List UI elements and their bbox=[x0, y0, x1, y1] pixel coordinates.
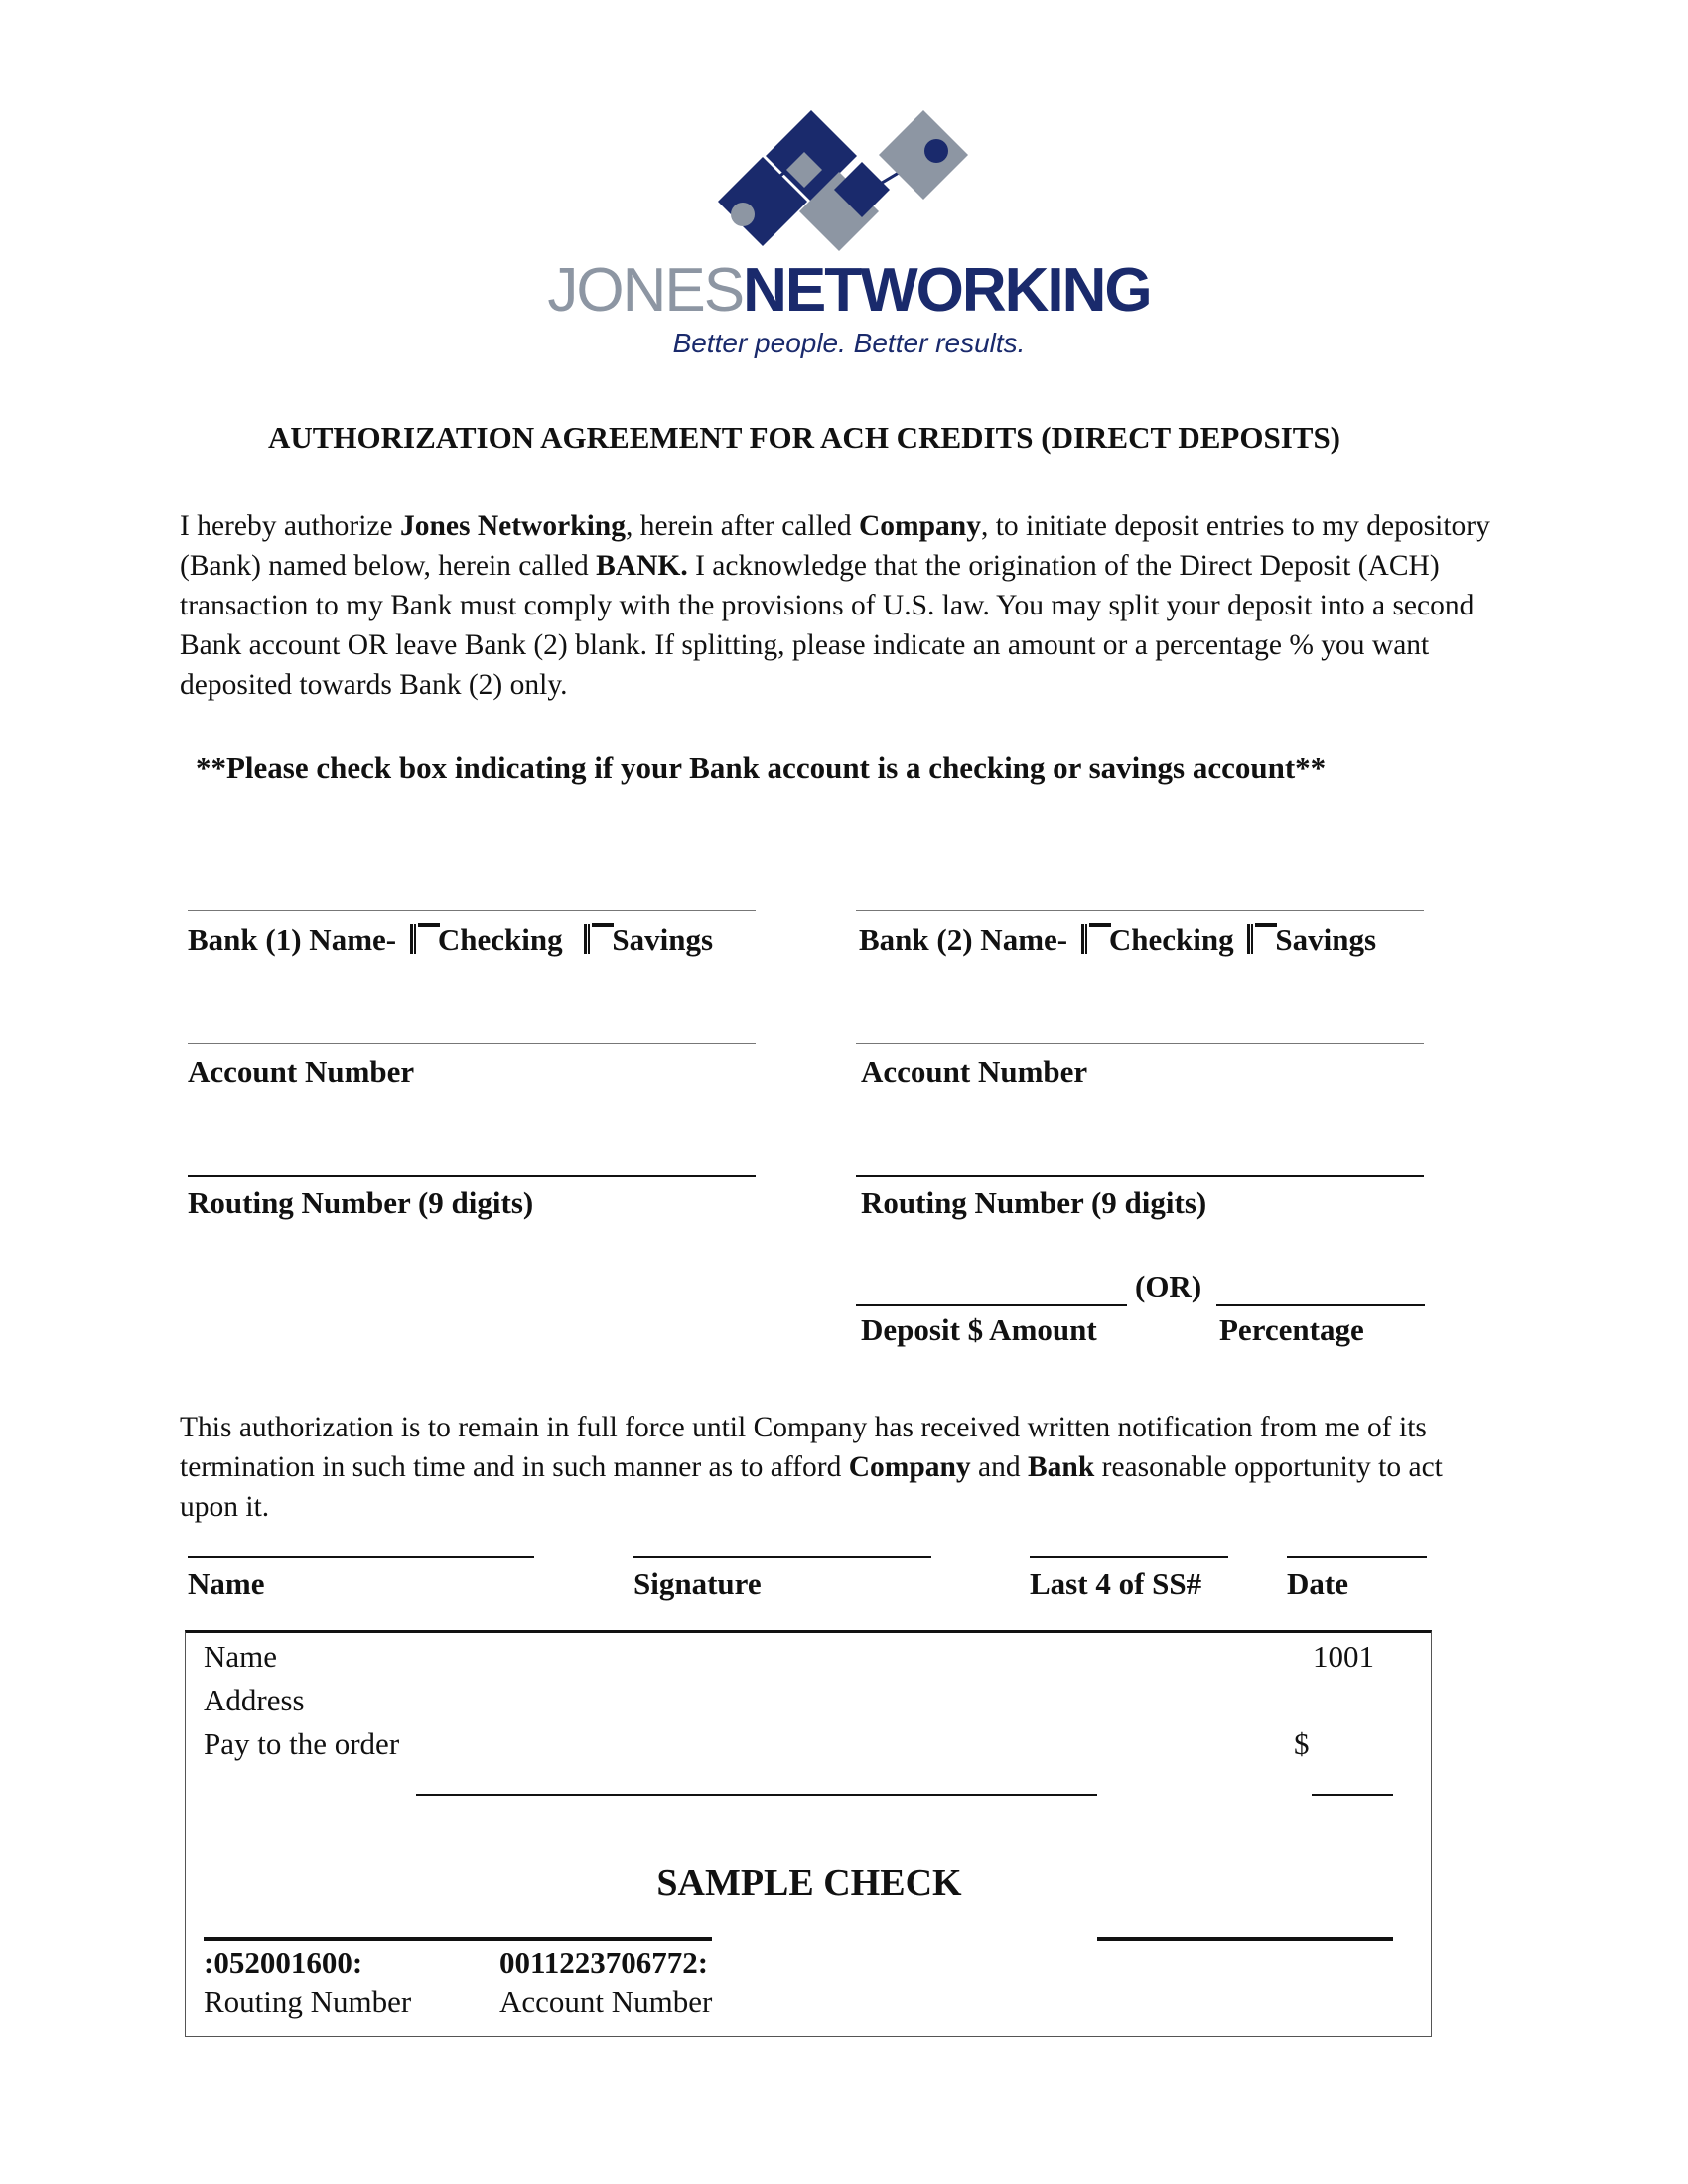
bank2-name-label: Bank (2) Name- bbox=[859, 922, 1068, 957]
logo-dot-2 bbox=[924, 139, 948, 163]
date-label: Date bbox=[1287, 1567, 1348, 1601]
bank1-name-line[interactable] bbox=[188, 910, 756, 911]
check-name: Name bbox=[204, 1639, 278, 1674]
check-title: SAMPLE CHECK bbox=[656, 1862, 962, 1904]
logo-dot-1 bbox=[731, 203, 755, 226]
check-routing-value: :052001600: bbox=[204, 1945, 363, 1979]
deposit-amount-label: Deposit $ Amount bbox=[861, 1312, 1097, 1347]
bank1-account-label: Account Number bbox=[188, 1054, 415, 1089]
bank2-name-line[interactable] bbox=[856, 910, 1424, 911]
signature-line[interactable] bbox=[633, 1556, 931, 1558]
ssn-line[interactable] bbox=[1030, 1556, 1228, 1558]
check-amount-line bbox=[1312, 1794, 1393, 1796]
intro-paragraph: I hereby authorize Jones Networking, herein after called Company, to initiate deposit entries to my depository (Bank) named below, herein called BANK. I acknowledge that the origination of the Direct Deposit (ACH) transaction to my Bank must comply with the provisions of U.S. law. You may split your deposit into a second Bank account OR leave Bank (2) blank. If splitting, please indicate an amount or a percentage % you want deposited towards Bank (2) only. bbox=[180, 510, 1490, 701]
logo-diamond-4 bbox=[879, 110, 968, 200]
bank1-routing-line[interactable] bbox=[188, 1175, 756, 1177]
bank1-name-row bbox=[188, 922, 713, 958]
bank1-checking-checkbox[interactable] bbox=[410, 924, 436, 954]
closing-paragraph: This authorization is to remain in full force until Company has received written notification from me of its termination in such time and in such manner as to afford Company and Bank reasonable opportunity to act upon it. bbox=[180, 1412, 1443, 1523]
bank2-routing-line[interactable] bbox=[856, 1175, 1424, 1177]
document-title: AUTHORIZATION AGREEMENT FOR ACH CREDITS (DIRECT DEPOSITS) bbox=[267, 420, 1341, 455]
bank2-checking-label: Checking bbox=[1108, 922, 1234, 957]
percentage-line[interactable] bbox=[1216, 1304, 1425, 1306]
bank1-checking-label: Checking bbox=[437, 922, 563, 957]
bank2-savings-label: Savings bbox=[1275, 922, 1377, 957]
or-label: (OR) bbox=[1135, 1269, 1202, 1303]
logo-tagline: Better people. Better results. bbox=[672, 328, 1026, 358]
check-address: Address bbox=[204, 1683, 305, 1717]
check-account-value: 0011223706772: bbox=[499, 1945, 709, 1979]
name-label: Name bbox=[188, 1567, 265, 1601]
bank1-savings-checkbox[interactable] bbox=[584, 924, 610, 954]
bank2-checking-checkbox[interactable] bbox=[1081, 924, 1107, 954]
bank1-savings-label: Savings bbox=[612, 922, 714, 957]
check-pay-to: Pay to the order bbox=[204, 1726, 400, 1761]
bank1-routing-label: Routing Number (9 digits) bbox=[188, 1185, 534, 1220]
check-payee-line bbox=[416, 1794, 1097, 1796]
bank2-account-line[interactable] bbox=[856, 1043, 1424, 1044]
bank1-name-label: Bank (1) Name- bbox=[188, 922, 397, 957]
checkbox-notice: **Please check box indicating if your Bank account is a checking or savings account** bbox=[196, 751, 1327, 785]
logo-wordmark: JONESNETWORKING bbox=[547, 256, 1151, 325]
check-routing-label: Routing Number bbox=[204, 1984, 412, 2019]
bank2-account-label: Account Number bbox=[861, 1054, 1088, 1089]
sample-check bbox=[185, 1630, 1432, 2037]
ssn-label: Last 4 of SS# bbox=[1030, 1567, 1202, 1601]
check-account-label: Account Number bbox=[499, 1984, 713, 2019]
company-logo-icon bbox=[695, 107, 983, 266]
name-line[interactable] bbox=[188, 1556, 534, 1558]
percentage-label: Percentage bbox=[1219, 1312, 1364, 1347]
bank2-routing-label: Routing Number (9 digits) bbox=[861, 1185, 1207, 1220]
check-dollar-sign: $ bbox=[1294, 1726, 1310, 1761]
check-number: 1001 bbox=[1313, 1639, 1374, 1674]
check-signature-line bbox=[1097, 1937, 1393, 1941]
bank1-account-line[interactable] bbox=[188, 1043, 756, 1044]
date-line[interactable] bbox=[1287, 1556, 1427, 1558]
deposit-amount-line[interactable] bbox=[856, 1304, 1127, 1306]
signature-label: Signature bbox=[633, 1567, 762, 1601]
bank2-savings-checkbox[interactable] bbox=[1247, 924, 1273, 954]
bank2-name-row bbox=[859, 922, 1376, 958]
check-micr-line bbox=[204, 1937, 712, 1941]
